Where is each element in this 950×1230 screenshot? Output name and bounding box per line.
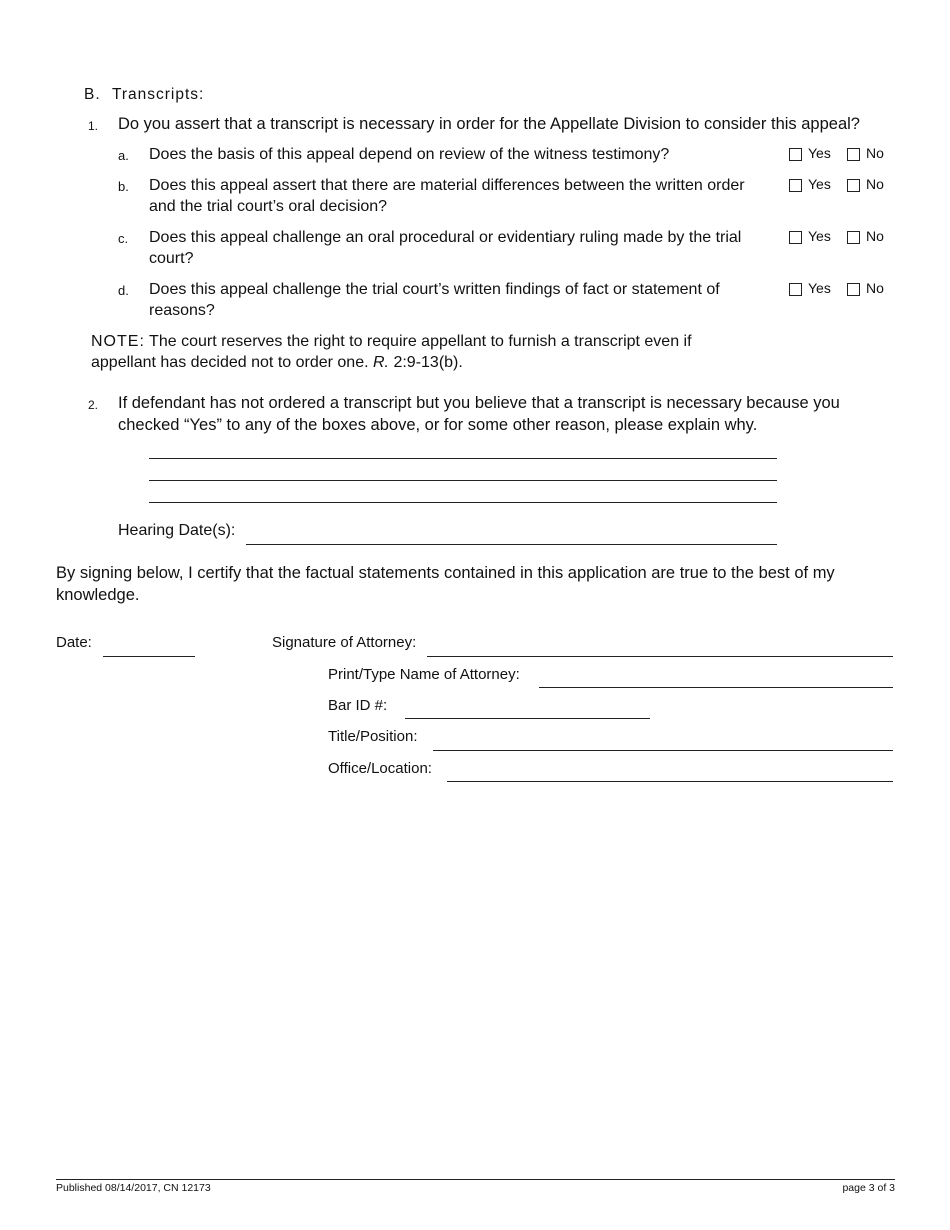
certify-line1: By signing below, I certify that the factual statements contained in this application are true to the best of my: [56, 564, 835, 582]
q1b-yes-label: Yes: [808, 176, 831, 192]
explanation-line-1[interactable]: [149, 458, 777, 459]
explanation-line-3[interactable]: [149, 502, 777, 503]
q1b-yes-checkbox[interactable]: [789, 179, 802, 192]
title-position-label: Title/Position:: [328, 728, 418, 745]
q1d-text-line2: reasons?: [149, 302, 215, 319]
q1c-no-label: No: [866, 228, 884, 244]
certify-line2: knowledge.: [56, 586, 140, 604]
bar-id-label: Bar ID #:: [328, 697, 388, 714]
q1c-no-checkbox[interactable]: [847, 231, 860, 244]
title-position-field[interactable]: [433, 750, 893, 751]
q1c-text-line1: Does this appeal challenge an oral procedural or evidentiary ruling made by the trial: [149, 229, 742, 246]
q2-number: 2.: [88, 398, 99, 412]
q1b-no-checkbox[interactable]: [847, 179, 860, 192]
q1d-letter: d.: [118, 283, 129, 298]
note-rule-prefix: R.: [373, 354, 389, 371]
explanation-line-2[interactable]: [149, 480, 777, 481]
section-title: Transcripts:: [111, 86, 205, 103]
q1a-no-label: No: [866, 145, 884, 161]
q1c-text-line2: court?: [149, 250, 194, 267]
print-name-field[interactable]: [539, 687, 893, 688]
q1a-letter: a.: [118, 148, 129, 163]
hearing-date-label: Hearing Date(s):: [118, 522, 236, 539]
note-text-2a: appellant has decided not to order one.: [91, 354, 369, 371]
date-label: Date:: [56, 634, 92, 651]
q2-text-line2: checked “Yes” to any of the boxes above, or for some other reason, please explain why.: [118, 416, 758, 434]
signature-field[interactable]: [427, 656, 893, 657]
q1c-letter: c.: [118, 231, 129, 246]
office-location-label: Office/Location:: [328, 760, 432, 777]
note-text: The court reserves the right to require appellant to furnish a transcript even if: [149, 333, 692, 350]
q1-number: 1.: [88, 119, 99, 133]
date-field[interactable]: [103, 656, 195, 657]
note-label: NOTE:: [91, 333, 145, 350]
note-line1: [91, 333, 692, 351]
q1b-no-label: No: [866, 176, 884, 192]
q2-text-line1: If defendant has not ordered a transcript but you believe that a transcript is necessary because you: [118, 394, 840, 412]
print-name-label: Print/Type Name of Attorney:: [328, 666, 520, 683]
footer-page-number: page 3 of 3: [842, 1182, 895, 1194]
footer-divider: [56, 1179, 895, 1180]
q1a-no-checkbox[interactable]: [847, 148, 860, 161]
q1d-no-checkbox[interactable]: [847, 283, 860, 296]
q1b-text-line1: Does this appeal assert that there are material differences between the written order: [149, 177, 745, 194]
note-line2: [91, 354, 463, 372]
q1d-text-line1: Does this appeal challenge the trial court’s written findings of fact or statement of: [149, 281, 720, 298]
signature-label: Signature of Attorney:: [272, 634, 417, 651]
hearing-date-field[interactable]: [246, 544, 777, 545]
q1-text: Do you assert that a transcript is necessary in order for the Appellate Division to consider this appeal?: [118, 115, 860, 133]
q1c-yes-label: Yes: [808, 228, 831, 244]
section-heading: [84, 86, 204, 104]
q1a-yes-label: Yes: [808, 145, 831, 161]
q1a-text: Does the basis of this appeal depend on review of the witness testimony?: [149, 146, 670, 163]
note-rule: 2:9-13(b).: [393, 354, 463, 371]
footer-published: Published 08/14/2017, CN 12173: [56, 1182, 211, 1194]
q1b-letter: b.: [118, 179, 129, 194]
q1b-text-line2: and the trial court’s oral decision?: [149, 198, 388, 215]
q1d-yes-checkbox[interactable]: [789, 283, 802, 296]
q1c-yes-checkbox[interactable]: [789, 231, 802, 244]
q1a-yes-checkbox[interactable]: [789, 148, 802, 161]
q1d-no-label: No: [866, 280, 884, 296]
bar-id-field[interactable]: [405, 718, 650, 719]
section-letter: B.: [84, 86, 101, 103]
office-location-field[interactable]: [447, 781, 893, 782]
q1d-yes-label: Yes: [808, 280, 831, 296]
